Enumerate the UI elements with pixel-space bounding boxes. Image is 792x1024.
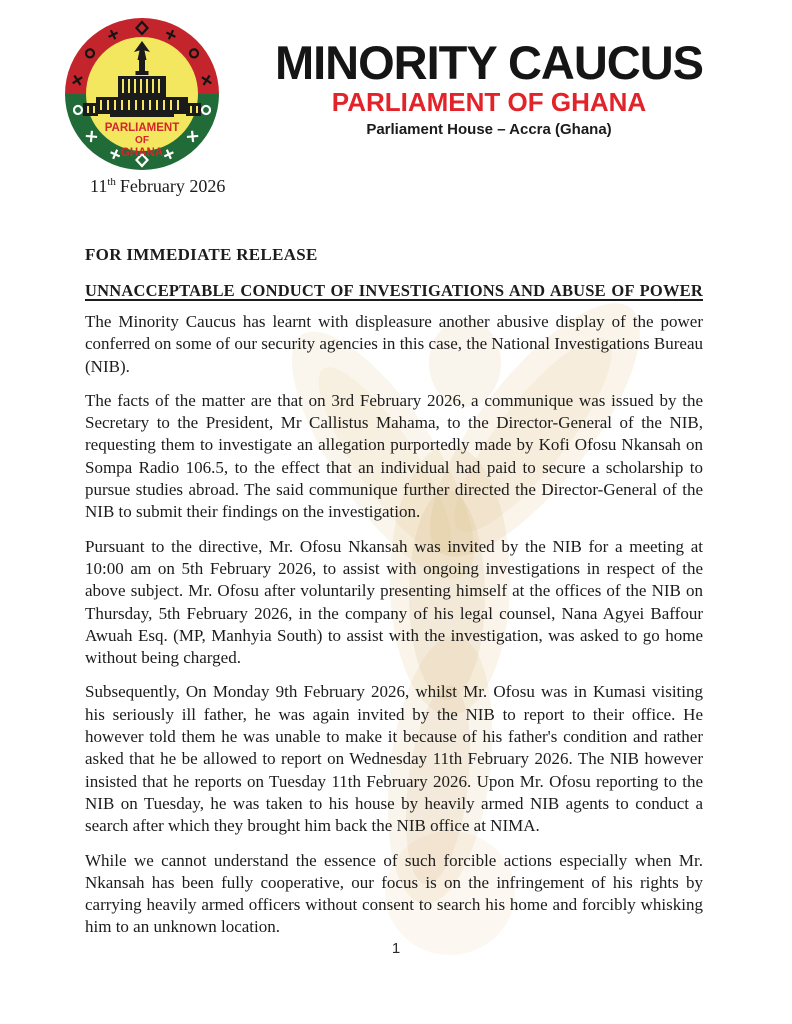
svg-text:GHANA: GHANA xyxy=(120,147,164,159)
org-name: PARLIAMENT OF GHANA xyxy=(331,87,647,118)
letterhead xyxy=(248,38,730,138)
body-paragraph-2: The facts of the matter are that on 3rd February 2026, a communique was issued by the Secretary to the President, Mr Callistus Mahama, to the Director-General of the NIB, requesting them to investigate an allegation purportedly made by Kofi Ofosu Nkansah on Sompa Radio 106.5, to the effect that an individual had paid to secure a scholarship to pursue studies abroad. The said communique further directed the Director-General of the NIB to submit their findings on the investigation. xyxy=(85,390,703,522)
svg-text:PARLIAMENT: PARLIAMENT xyxy=(104,122,180,134)
caucus-title: MINORITY CAUCUS xyxy=(274,36,704,89)
date-ordinal: th xyxy=(107,176,116,188)
release-body xyxy=(85,245,703,951)
date-rest: February 2026 xyxy=(119,176,226,196)
parliament-of-ghana-logo xyxy=(62,15,222,173)
org-address: Parliament House – Accra (Ghana) xyxy=(366,120,612,138)
body-paragraph-4: Subsequently, On Monday 9th February 2026, whilst Mr. Ofosu was in Kumasi visiting his seriously ill father, he was again invited by the NIB to report to their office. He however told them he was unable to make it because of his father's condition and rather asked that he be allowed to report on Wednesday 11th February 2026. The NIB however insisted that he reports on Tuesday 11th February 2026. Upon Mr. Ofosu reporting to the NIB on Tuesday, he was taken to his house by heavily armed NIB agents to conduct a search after which they brought him back the NIB office at NIMA. xyxy=(85,682,703,836)
page-number: 1 xyxy=(391,940,401,957)
body-paragraph-5: While we cannot understand the essence of such forcible actions especially when Mr. Nkansah has been fully cooperative, our focus is on the infringement of his rights by carrying heavily armed officers without consent to search his home and forcibly whisking him to an unknown location. xyxy=(85,850,703,937)
release-headline: UNNACCEPTABLE CONDUCT OF INVESTIGATIONS AND ABUSE OF POWER xyxy=(85,281,703,300)
body-paragraph-1: The Minority Caucus has learnt with displeasure another abusive display of the power conferred on some of our security agencies in this case, the National Investigations Bureau (NIB). xyxy=(85,312,703,376)
body-paragraph-3: Pursuant to the directive, Mr. Ofosu Nkansah was invited by the NIB for a meeting at 10:00 am on 5th February 2026, to assist with ongoing investigations in respect of the above subject. Mr. Ofosu after voluntarily presenting himself at the offices of the NIB on Thursday, 5th February 2026, in the company of his legal counsel, Nana Agyei Baffour Awuah Esq. (MP, Manhyia South) to assist with the investigation, was asked to go home without being charged. xyxy=(85,536,703,668)
release-date xyxy=(90,176,225,197)
date-day: 11 xyxy=(90,176,108,196)
svg-text:OF: OF xyxy=(135,135,149,146)
for-immediate-release-label: FOR IMMEDIATE RELEASE xyxy=(85,245,318,264)
